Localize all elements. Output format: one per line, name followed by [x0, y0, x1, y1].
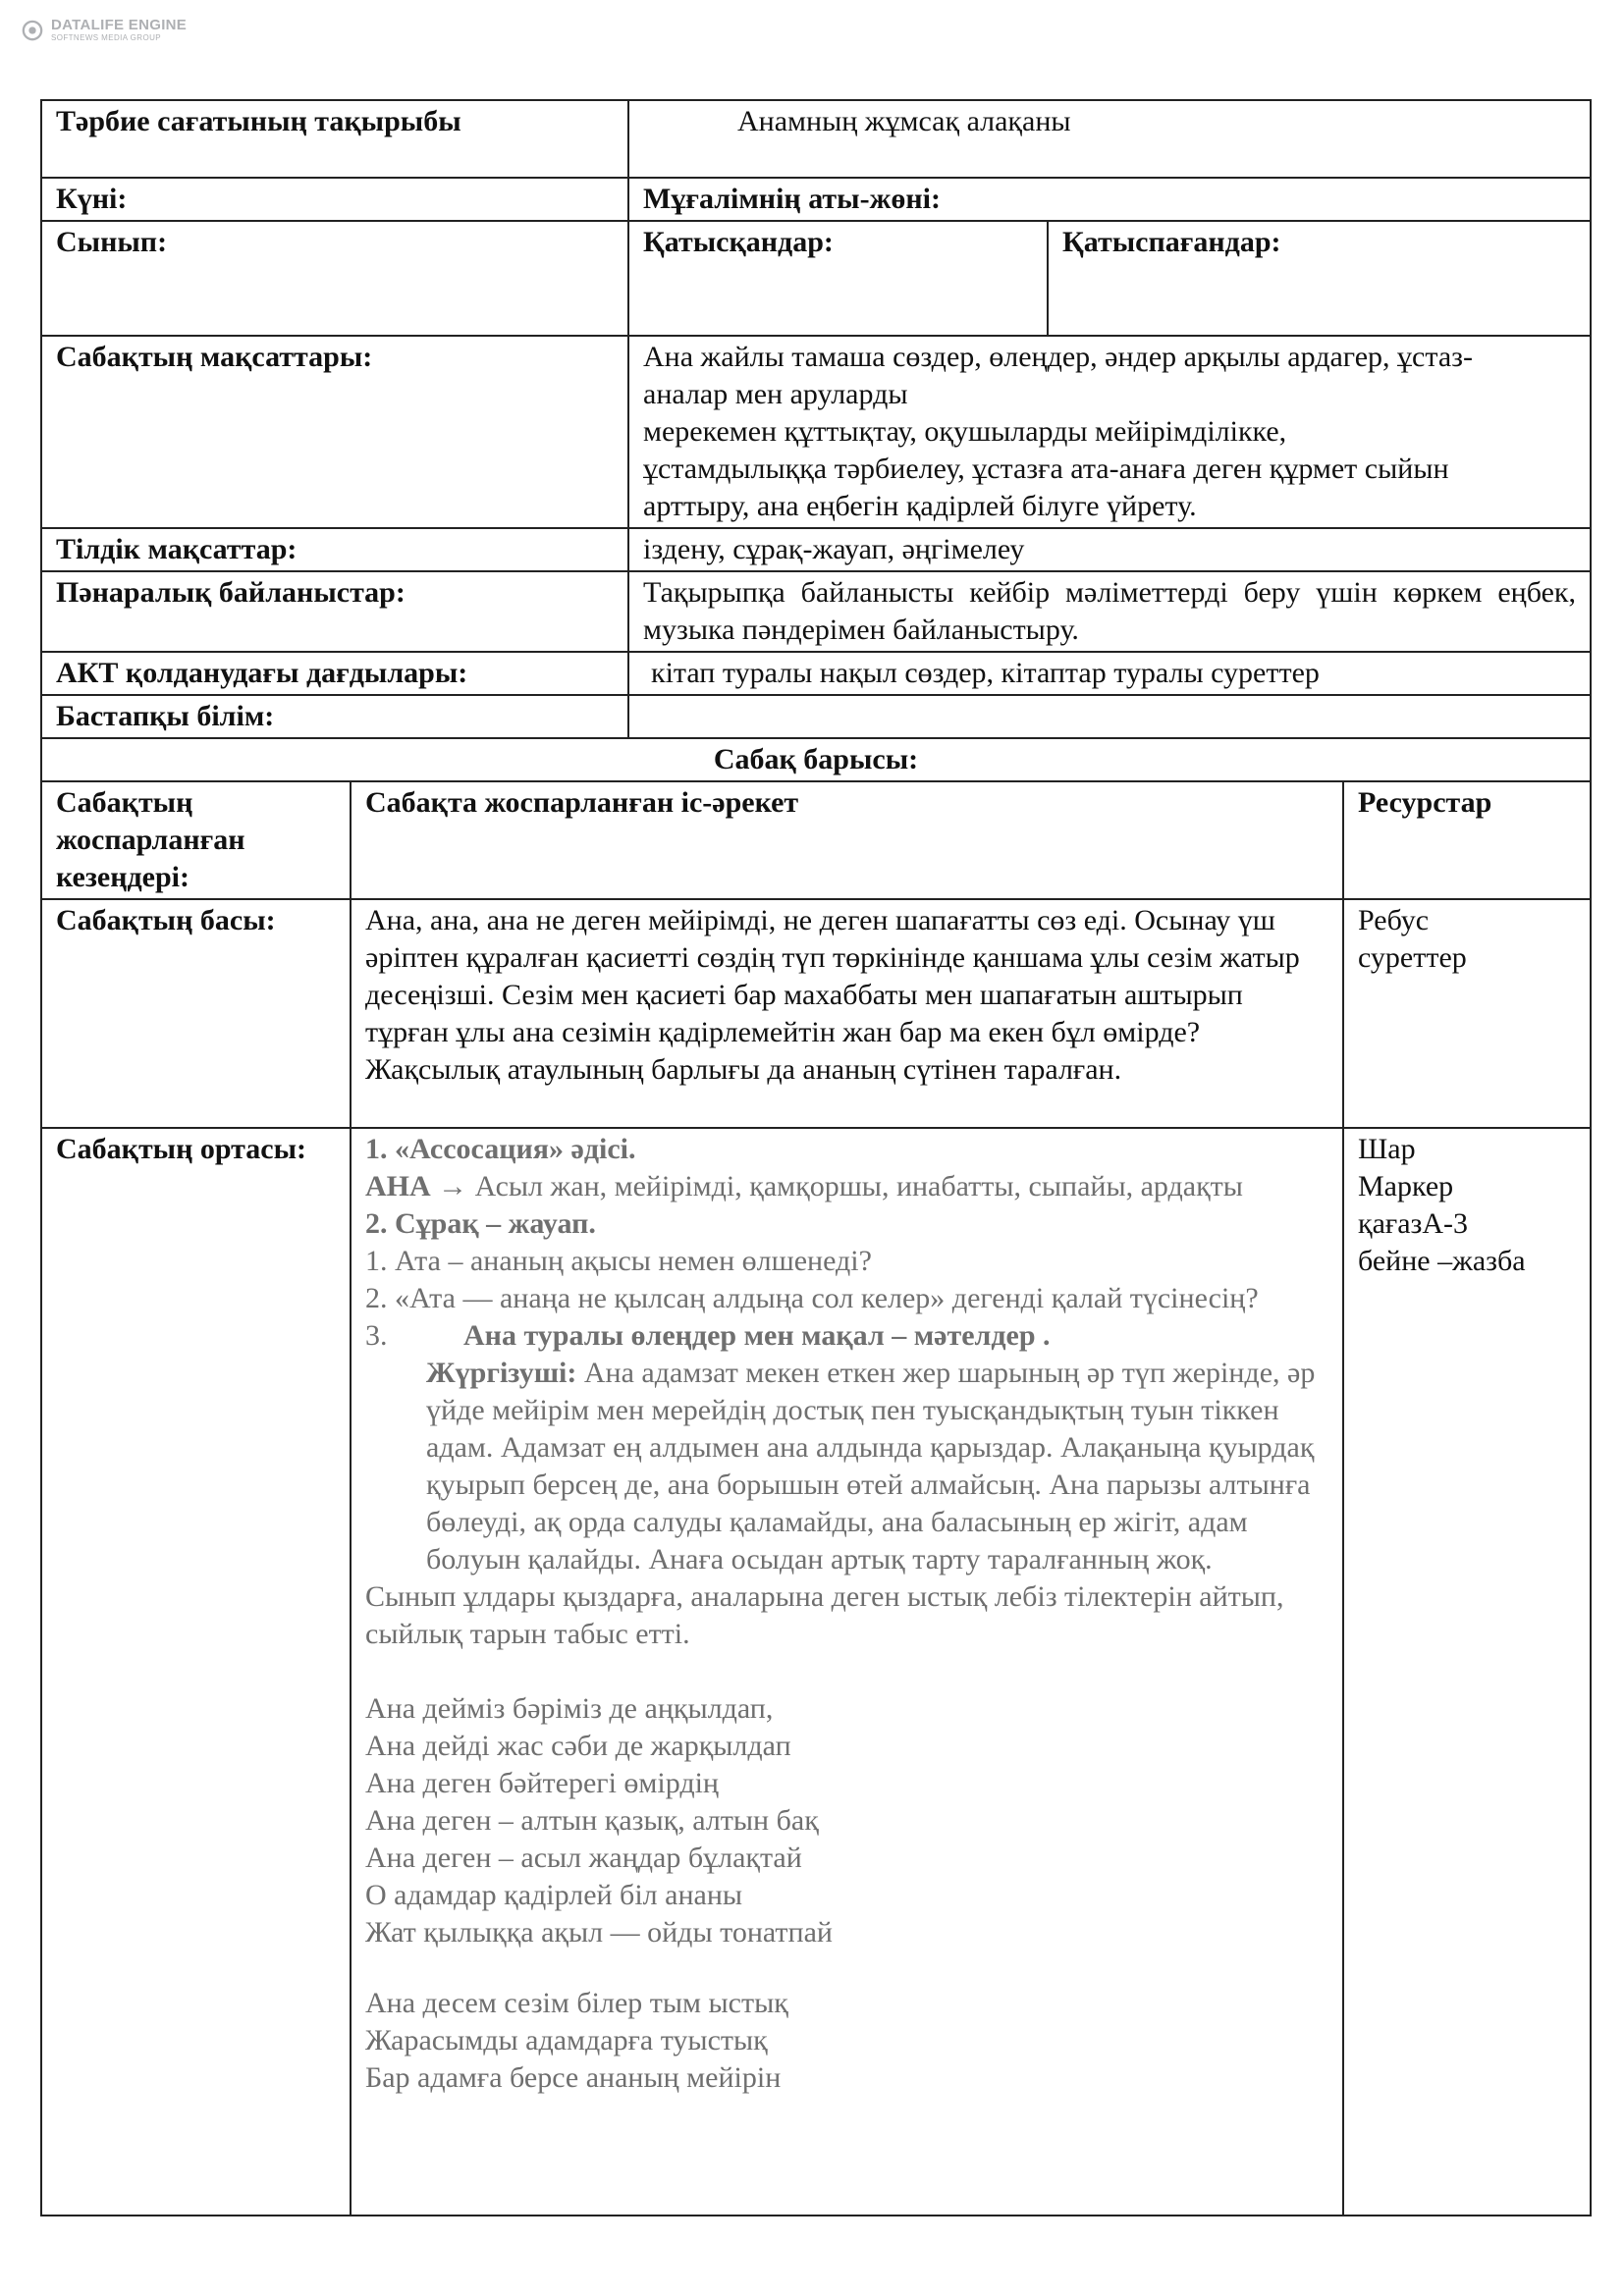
poem-stanza-1 — [365, 1690, 1328, 1951]
goals-line: арттыру, ана еңбегін қадірлей білуге үйрету. — [643, 490, 1197, 522]
association-method-title: 1. «Ассосация» әдісі. — [365, 1133, 636, 1165]
poem-line: Ана деген бәйтерегі өмірдің — [365, 1767, 719, 1799]
header-table — [40, 99, 1592, 337]
boys-greeting-text: Сынып ұлдары қыздарға, аналарына деген ыстық лебіз тілектерін айтып, сыйлық тарын табыс етті. — [365, 1580, 1284, 1650]
class-label: Сынып: — [41, 221, 628, 336]
absent-label: Қатыспағандар: — [1048, 221, 1591, 336]
resource-item: Шар — [1358, 1133, 1416, 1165]
goals-label: Сабақтың мақсаттары: — [41, 336, 628, 528]
middle-resources — [1343, 1128, 1591, 2216]
poem-line: Ана деген – алтын қазық, алтын бақ — [365, 1804, 819, 1837]
lesson-table — [40, 780, 1592, 2216]
resource-item: бейне –жазба — [1358, 1245, 1526, 1277]
poems-method-title: 3. Ана туралы өлеңдер мен мақал – мәтелдер . — [365, 1319, 1051, 1352]
watermark-subtitle: SOFTNEWS MEDIA GROUP — [51, 33, 162, 42]
goals-line: аналар мен аруларды — [643, 378, 908, 410]
resources-column-header: Ресурстар — [1343, 781, 1591, 899]
goals-line: ұстамдылыққа тәрбиелеу, ұстазға ата-анаға деген құрмет сыйын — [643, 453, 1449, 485]
cross-subject-label: Пәнаралық байланыстар: — [41, 571, 628, 652]
question-1: 1. Ата – ананың ақысы немен өлшенеді? — [365, 1245, 872, 1277]
middle-activity — [351, 1128, 1343, 2216]
lesson-progress-title: Сабақ барысы: — [41, 738, 1591, 781]
date-label: Күні: — [41, 178, 628, 221]
prior-knowledge-label: Бастапқы білім: — [41, 695, 628, 738]
poem-line: Ана деген – асыл жаңдар бұлақтай — [365, 1842, 802, 1874]
info-table — [40, 335, 1592, 782]
poem-line: Жат қылыққа ақыл — ойды тонатпай — [365, 1916, 833, 1949]
cross-subject-value: Тақырыпқа байланысты кейбір мәліметтерді беру үшін көркем еңбек, музыка пәндерімен байланыстыру. — [628, 571, 1591, 652]
ict-skills-value: кітап туралы нақыл сөздер, кітаптар туралы суреттер — [628, 652, 1591, 695]
eye-logo-icon — [22, 20, 43, 41]
language-goals-value: іздену, сұрақ-жауап, әңгімелеу — [628, 528, 1591, 571]
present-label: Қатысқандар: — [628, 221, 1048, 336]
topic-value: Анамның жұмсақ алақаны — [628, 100, 1591, 178]
watermark-logo — [22, 18, 187, 42]
poem-line: О адамдар қадірлей біл ананы — [365, 1879, 743, 1911]
lesson-plan-sheet — [40, 99, 1590, 2216]
poem-line: Ана десем сезім білер тым ыстық — [365, 1987, 788, 2019]
start-activity-text: Ана, ана, ана не деген мейірімді, не деген шапағатты сөз еді. Осынау үш әріптен құралған қасиетті сөздің түп төркінінде қаншама ұлы сезім жатыр десеңізші. Сезім мен қасиеті бар махаббаты мен шапағатын аштырып тұрған ұлы ана сезімін қадірлемейтін жан бар ма екен бұл өмірде? Жақсылық атаулының барлығы да ананың сүтінен таралған. — [351, 899, 1343, 1128]
poem-stanza-2 — [365, 1985, 1328, 2097]
host-text: Жүргізуші: Ана адамзат мекен еткен жер шарының әр түп жерінде, әр үйде мейірім мен мерейдің достық пен туысқандықтың туын тіккен адам. Адамзат ең алдымен ана алдында қарыздар. Алақаныңа қуырдақ қуырып берсең де, ана борышын өтей алмайсың. Ана парызы алтынға бөлеуді, ақ орда салуды қаламайды, ана баласының ер жігіт, адам болуын қалайды. Анаға осыдан артық тарту таралғанның жоқ. — [426, 1357, 1316, 1575]
association-text: АНА → Асыл жан, мейірімді, қамқоршы, инабатты, сыпайы, ардақты — [365, 1170, 1243, 1202]
stage-column-header: Сабақтың жоспарланған кезеңдері: — [41, 781, 351, 899]
poem-line: Ана дейді жас сәби де жарқылдап — [365, 1730, 791, 1762]
middle-stage-label: Сабақтың ортасы: — [41, 1128, 351, 2216]
poem-line: Жарасымды адамдарға туыстық — [365, 2024, 768, 2056]
language-goals-label: Тілдік мақсаттар: — [41, 528, 628, 571]
teacher-label: Мұғалімнің аты-жөні: — [628, 178, 1591, 221]
start-stage-label: Сабақтың басы: — [41, 899, 351, 1128]
goals-line: мерекемен құттықтау, оқушыларды мейірімділікке, — [643, 415, 1287, 448]
poem-line: Бар адамға берсе ананың мейірін — [365, 2061, 782, 2094]
poem-line: Ана дейміз бәріміз де аңқылдап, — [365, 1692, 774, 1725]
resource-item: қағазА-3 — [1358, 1207, 1469, 1240]
ict-skills-label: АКТ қолданудағы дағдылары: — [41, 652, 628, 695]
qa-method-title: 2. Сұрақ – жауап. — [365, 1207, 596, 1240]
activity-column-header: Сабақта жоспарланған іс-әрекет — [351, 781, 1343, 899]
start-resources — [1343, 899, 1591, 1128]
goals-value — [628, 336, 1591, 528]
watermark-title: DATALIFE ENGINE — [51, 17, 188, 33]
goals-line: Ана жайлы тамаша сөздер, өлеңдер, әндер арқылы ардагер, ұстаз- — [643, 341, 1473, 373]
resource-item: Маркер — [1358, 1170, 1454, 1202]
topic-label: Тәрбие сағатының тақырыбы — [41, 100, 628, 178]
question-2: 2. «Ата — анаңа не қылсаң алдыңа сол келер» дегенді қалай түсінесің? — [365, 1282, 1259, 1314]
prior-knowledge-value — [628, 695, 1591, 738]
resource-item: Ребус — [1358, 904, 1430, 936]
resource-item: суреттер — [1358, 941, 1467, 974]
